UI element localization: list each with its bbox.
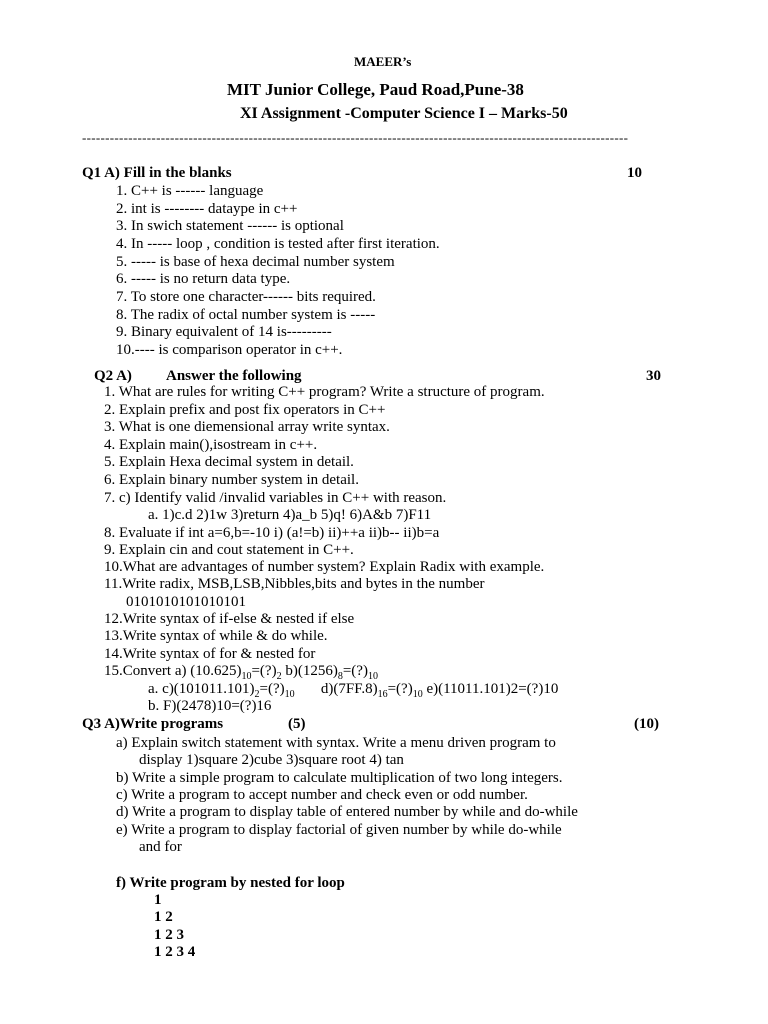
q2-item-continuation: 0101010101010101	[126, 594, 246, 610]
subscript: 10	[367, 671, 378, 682]
q1-item: 8. The radix of octal number system is -----	[116, 307, 376, 323]
q3-f-title: f) Write program by nested for loop	[116, 875, 345, 891]
q2-item: 1. What are rules for writing C++ program? Write a structure of program.	[104, 384, 545, 400]
q2-item: 6. Explain binary number system in detail.	[104, 472, 359, 488]
q2-item: 10.What are advantages of number system? Explain Radix with example.	[104, 559, 545, 575]
q2-item-15-text: =(?)	[342, 663, 368, 679]
q2-marks: 30	[646, 368, 661, 384]
q2-item-15-text: b)(1256)	[281, 663, 338, 679]
q3-item: b) Write a simple program to calculate multiplication of two long integers.	[116, 770, 563, 786]
q2-item-15	[104, 663, 378, 682]
q1-item: 3. In swich statement ------ is optional	[116, 218, 344, 234]
q2-item-15a-text: =(?)	[259, 681, 285, 697]
subscript: 10	[284, 689, 295, 700]
q2-item: 13.Write syntax of while & do while.	[104, 628, 328, 644]
q2-item: 7. c) Identify valid /invalid variables in C++ with reason.	[104, 490, 447, 506]
q2-item: 4. Explain main(),isostream in c++.	[104, 437, 318, 453]
q2-item: 11.Write radix, MSB,LSB,Nibbles,bits and bytes in the number	[104, 576, 485, 592]
q2-item: 8. Evaluate if int a=6,b=-10 i) (a!=b) ii)++a ii)b-- ii)b=a	[104, 525, 440, 541]
q3-item: a) Explain switch statement with syntax. Write a menu driven program to	[116, 735, 556, 751]
q2-item: 5. Explain Hexa decimal system in detail.	[104, 454, 354, 470]
q2-item-15b: b. F)(2478)10=(?)16	[148, 698, 272, 714]
subscript: 10	[241, 671, 252, 682]
q3-item: e) Write a program to display factorial of given number by while do-while	[116, 822, 562, 838]
q1-item: 5. ----- is base of hexa decimal number system	[116, 254, 395, 270]
q3-item: d) Write a program to display table of entered number by while and do-while	[116, 804, 578, 820]
q3-item-continuation: display 1)square 2)cube 3)square root 4) tan	[139, 752, 404, 768]
q3-title: Q3 A)Write programs	[82, 716, 224, 732]
subscript: 2	[254, 689, 260, 700]
q2-title: Answer the following	[166, 368, 302, 384]
pattern-row: 1	[154, 892, 162, 908]
subscript: 16	[377, 689, 388, 700]
q1-item: 7. To store one character------ bits required.	[116, 289, 376, 305]
q2-item: 2. Explain prefix and post fix operators in C++	[104, 402, 386, 418]
q3-marks-inner: (5)	[288, 716, 306, 732]
pattern-row: 1 2	[154, 909, 173, 925]
q1-item: 2. int is -------- dataype in c++	[116, 201, 298, 217]
pattern-row: 1 2 3 4	[154, 944, 196, 960]
q2-item-15a-text: e)(11011.101)2=(?)10	[422, 681, 559, 697]
divider-line: ----------------------------------------------------------------------------------------------------------------------	[82, 130, 629, 145]
q2-item: 12.Write syntax of if-else & nested if else	[104, 611, 355, 627]
q1-item: 4. In ----- loop , condition is tested after first iteration.	[116, 236, 440, 252]
q3-item-continuation: and for	[139, 839, 182, 855]
q2-item-15-text: =(?)	[251, 663, 277, 679]
q2-item-15a-text: a. c)(101011.101)	[148, 681, 255, 697]
q2-item: 9. Explain cin and cout statement in C++.	[104, 542, 354, 558]
q1-marks: 10	[627, 165, 642, 181]
q3-marks: (10)	[634, 716, 659, 732]
org-name: MAEER’s	[354, 54, 412, 69]
q2-item-15a-text: =(?)	[387, 681, 413, 697]
subscript: 10	[412, 689, 423, 700]
subscript: 2	[276, 671, 282, 682]
q2-item-15-text: 15.Convert a) (10.625)	[104, 663, 242, 679]
q1-item: 1. C++ is ------ language	[116, 183, 264, 199]
q2-title-label: Q2 A)	[94, 368, 132, 384]
q1-item: 9. Binary equivalent of 14 is---------	[116, 324, 332, 340]
assignment-title: XI Assignment -Computer Science I – Marks-50	[240, 105, 568, 122]
subscript: 8	[337, 671, 343, 682]
q3-item: c) Write a program to accept number and check even or odd number.	[116, 787, 528, 803]
q2-subitem: a. 1)c.d 2)1w 3)return 4)a_b 5)q! 6)A&b 7)F11	[148, 507, 432, 523]
college-name: MIT Junior College, Paud Road,Pune-38	[227, 80, 524, 99]
q2-item: 14.Write syntax of for & nested for	[104, 646, 316, 662]
pattern-row: 1 2 3	[154, 927, 184, 943]
q1-item: 6. ----- is no return data type.	[116, 271, 291, 287]
q2-item: 3. What is one diemensional array write syntax.	[104, 419, 390, 435]
q2-item-15a-text: d)(7FF.8)	[294, 681, 378, 697]
q1-title: Q1 A) Fill in the blanks	[82, 165, 232, 181]
q1-item: 10.---- is comparison operator in c++.	[116, 342, 343, 358]
